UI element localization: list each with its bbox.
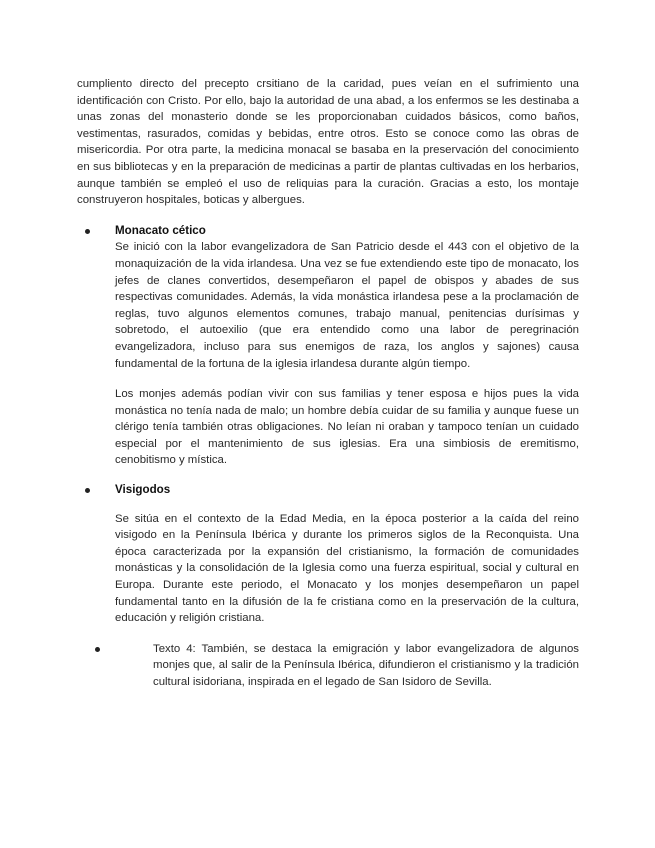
section-title-monacato (115, 223, 579, 240)
bullet-icon (85, 488, 90, 493)
section-visigodos (77, 482, 579, 691)
section-title-visigodos (115, 482, 579, 499)
intro-paragraph: cumpliento directo del precepto crsitiano de la caridad, pues veían en el sufrimiento una identificación con Cristo. Por ello, bajo la autoridad de una abad, a los enfermos se les destinaba a unas zonas del monasterio donde se les proporcionaban cuidados básicos, como baños, vestimentas, rasurados, comidas y bebidas, entre otros. Esto se conoce como las obras de misericordia. Por otra parte, la medicina monacal se basaba en la preservación del conocimiento en sus bibliotecas y en la preparación de medicinas a partir de plantas cultivadas en los herbarios, aunque también se empleó el uso de reliquias para la curación. Gracias a esto, los montaje construyeron hospitales, boticas y albergues. (77, 78, 579, 207)
section-title-text: Monacato cético (115, 223, 206, 237)
visigodos-sub-item (115, 641, 579, 691)
document-content (77, 76, 579, 691)
monacato-paragraph-2: Los monjes además podían vivir con sus familias y tener esposa e hijos pues la vida monástica no tenía nada de malo; un hombre debía cuidar de su familia y aunque fuese un clérigo tenía también otras obligaciones. No leían ni oraban y tampoco tenían un cuidado especial por el mantenimiento de sus iglesias. Era una simbiosis de eremitismo, cenobitismo y mística. (115, 388, 579, 467)
bullet-icon (95, 647, 100, 652)
sub-item-text: Texto 4: También, se destaca la emigración y labor evangelizadora de algunos monjes que, al salir de la Península Ibérica, difundieron el cristianismo y la tradición cultural isidoriana, inspirada en el legado de San Isidoro de Sevilla. (153, 642, 579, 688)
section-title-text: Visigodos (115, 483, 171, 497)
section-monacato (77, 223, 579, 469)
visigodos-paragraph: Se sitúa en el contexto de la Edad Media, en la época posterior a la caída del reino visigodo en la Península Ibérica y durante los primeros siglos de la Reconquista. Una época caracterizada por la expansión del cristianismo, la formación de comunidades monásticas y la consolidación de la Iglesia como una fuerza espiritual, social y cultural en Europa. Durante este periodo, el Monacato y los monjes desempeñaron un papel fundamental tanto en la difusión de la fe cristiana como en la preservación de la cultura, educación y religión cristiana. (115, 512, 579, 625)
bullet-icon (85, 229, 90, 234)
monacato-paragraph-1: Se inició con la labor evangelizadora de San Patricio desde el 443 con el objetivo de la monaquización de la vida irlandesa. Una vez se fue extendiendo este tipo de monacato, los jefes de clanes convertidos, desempeñaron el papel de obispos y abades de sus respectivas comunidades. Además, la vida monástica irlandesa pese a la proclamación de reglas, tuvo algunos elementos comunes, trabajo manual, penitencias durísimas y sobretodo, el autoexilio (que era entendido como una labor de peregrinación evangelizadora, incluso para sus enemigos de raza, los anglos y sajones) causa fundamental de la fortuna de la iglesia irlandesa durante algún tiempo. (115, 241, 579, 370)
